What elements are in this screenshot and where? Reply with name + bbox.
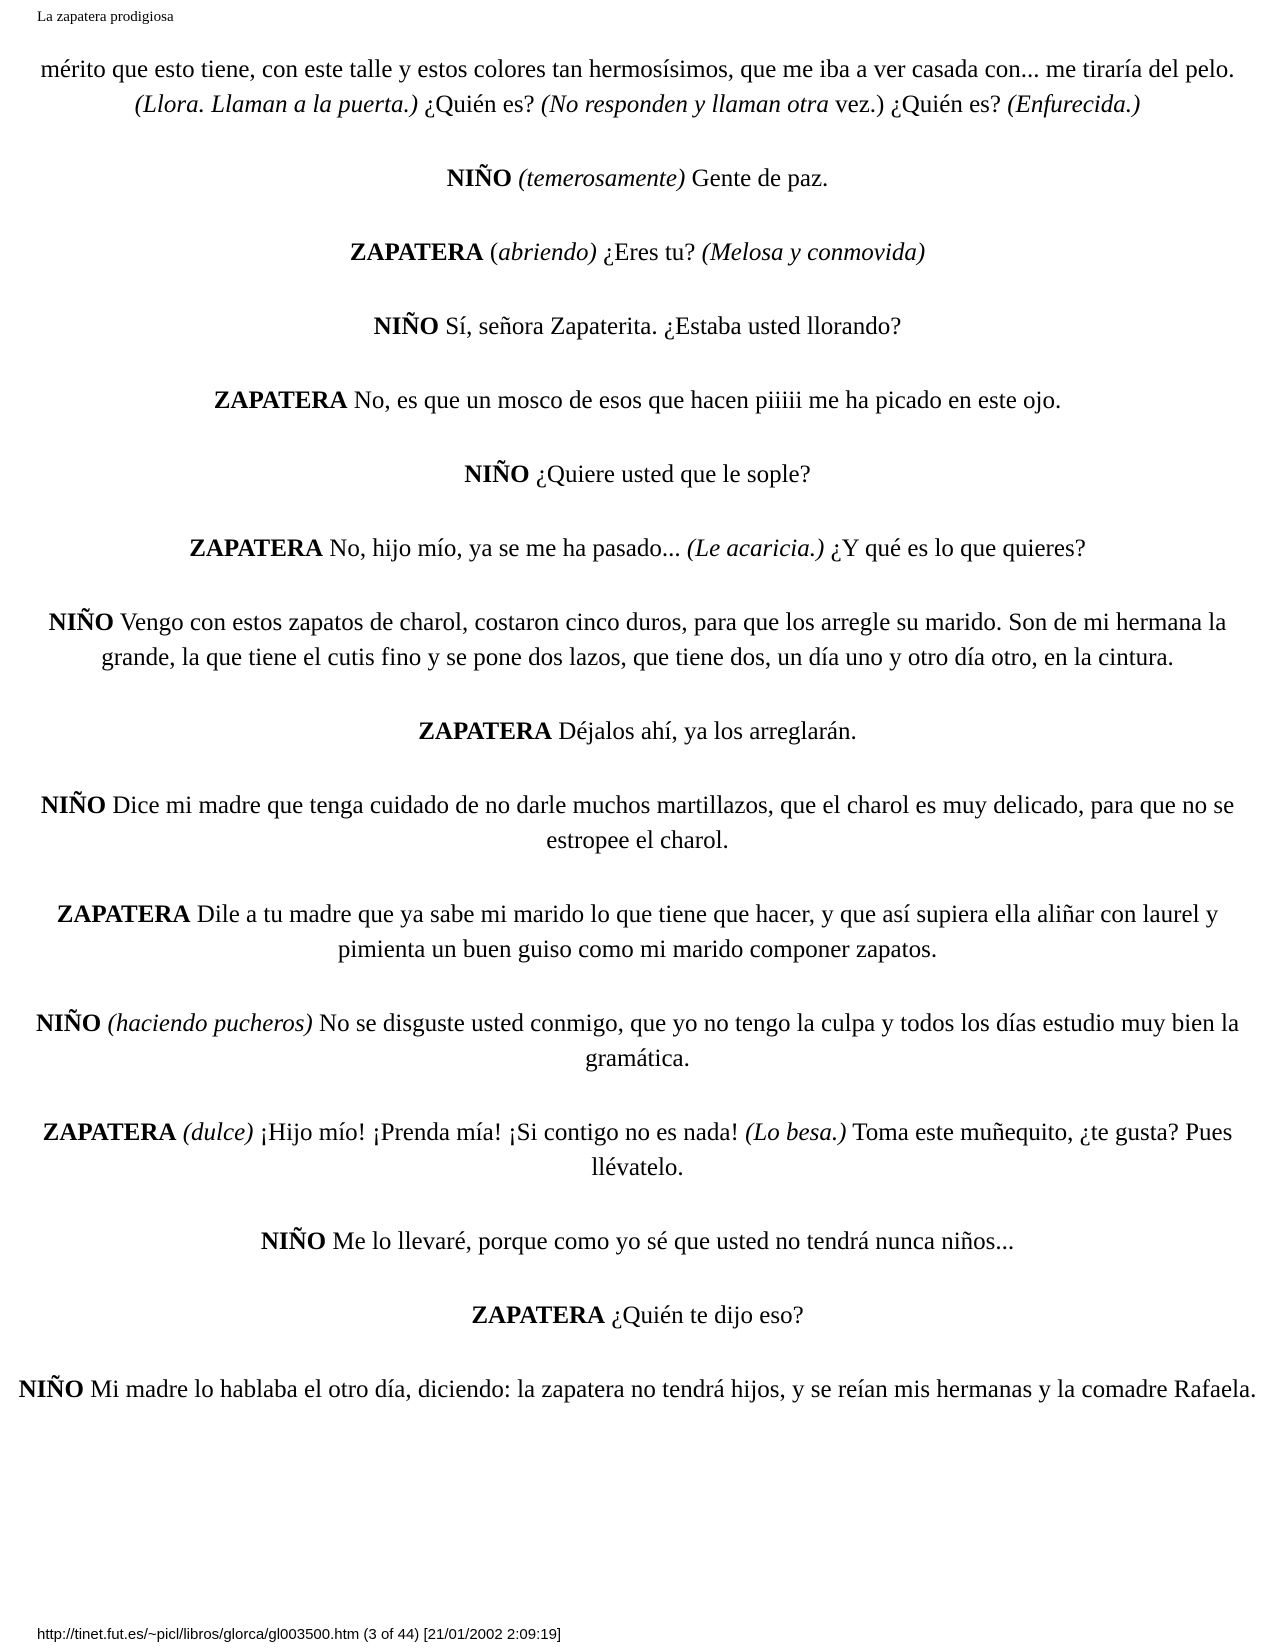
dialogue-paragraph	[18, 383, 1257, 418]
speaker-name: ZAPATERA	[56, 901, 191, 928]
dialogue-text: ¿Quiere usted que le sople?	[529, 461, 811, 488]
speaker-name: NIÑO	[260, 1228, 327, 1255]
dialogue-paragraph	[18, 531, 1257, 566]
dialogue-text: Me lo llevaré, porque como yo sé que usted no tendrá nunca niños...	[326, 1228, 1015, 1255]
dialogue-paragraph	[18, 788, 1257, 858]
stage-direction: (Melosa y conmovida)	[701, 239, 926, 266]
dialogue-paragraph	[18, 605, 1257, 675]
running-footer-url: http://tinet.fut.es/~picl/libros/glorca/gl003500.htm (3 of 44) [21/01/2002 2:09:19]	[37, 1626, 562, 1643]
stage-direction: (temerosamente)	[518, 165, 686, 192]
speaker-name: ZAPATERA	[189, 535, 324, 562]
speaker-name: NIÑO	[446, 165, 512, 192]
dialogue-text: ¿Quién te dijo eso?	[605, 1302, 804, 1329]
dialogue-paragraph	[18, 1006, 1257, 1076]
stage-direction: (Le acaricia.)	[686, 535, 825, 562]
speaker-name: NIÑO	[35, 1010, 102, 1037]
speaker-name: ZAPATERA	[42, 1119, 177, 1146]
dialogue-text: ¿Eres tu?	[596, 239, 702, 266]
stage-direction: (No responden y llaman otra	[540, 91, 829, 118]
speaker-name: NIÑO	[40, 792, 107, 819]
dialogue-text: Toma este muñequito, ¿te gusta? Pues llévatelo.	[591, 1119, 1233, 1181]
dialogue-text: No, es que un mosco de esos que hacen piiiii me ha picado en este ojo.	[347, 387, 1062, 414]
stage-direction: abriendo)	[498, 239, 597, 266]
stage-direction: (Llora. Llaman a la puerta.)	[134, 91, 419, 118]
dialogue-paragraph	[18, 1372, 1257, 1407]
dialogue-text: Vengo con estos zapatos de charol, costaron cinco duros, para que los arregle su marido. Son de mi hermana la grande, la que tiene el cutis fino y se pone dos lazos, que tiene dos, un día uno y otro día otro, en la cintura.	[101, 609, 1227, 671]
dialogue-paragraph	[18, 309, 1257, 344]
dialogue-paragraph	[18, 1298, 1257, 1333]
dialogue-text: Déjalos ahí, ya los arreglarán.	[552, 718, 857, 745]
stage-direction: (Enfurecida.)	[1007, 91, 1141, 118]
dialogue-paragraph	[18, 235, 1257, 270]
speaker-name: ZAPATERA	[471, 1302, 606, 1329]
stage-direction: (Lo besa.)	[745, 1119, 847, 1146]
dialogue-paragraph	[18, 714, 1257, 749]
dialogue-text: Dile a tu madre que ya sabe mi marido lo que tiene que hacer, y que así supiera ella aliñar con laurel y pimienta un buen guiso como mi marido componer zapatos.	[190, 901, 1219, 963]
dialogue-paragraph	[18, 897, 1257, 967]
dialogue-text: ¿Y qué es lo que quieres?	[824, 535, 1086, 562]
speaker-name: NIÑO	[464, 461, 530, 488]
dialogue-text: mérito que esto tiene, con este talle y estos colores tan hermosísimos, que me iba a ver casada con... me tiraría del pelo.	[40, 56, 1235, 83]
dialogue-text: ¿Quién es?	[418, 91, 541, 118]
running-header: La zapatera prodigiosa	[37, 9, 174, 25]
dialogue-text: No, hijo mío, ya se me ha pasado...	[323, 535, 687, 562]
dialogue-text: Gente de paz.	[685, 165, 829, 192]
dialogue-text: vez.) ¿Quién es?	[828, 91, 1008, 118]
speaker-name: ZAPATERA	[418, 718, 553, 745]
dialogue-paragraph	[18, 52, 1257, 122]
speaker-name: NIÑO	[373, 313, 439, 340]
stage-direction: (haciendo pucheros)	[107, 1010, 313, 1037]
speaker-name: NIÑO	[18, 1376, 84, 1403]
dialogue-paragraph	[18, 457, 1257, 492]
dialogue-paragraph	[18, 1115, 1257, 1185]
dialogue-text: ¡Hijo mío! ¡Prenda mía! ¡Si contigo no es nada!	[253, 1119, 746, 1146]
speaker-name: ZAPATERA	[349, 239, 484, 266]
play-text	[18, 52, 1257, 1446]
speaker-name: ZAPATERA	[213, 387, 348, 414]
dialogue-text: Dice mi madre que tenga cuidado de no darle muchos martillazos, que el charol es muy delicado, para que no se estropee el charol.	[106, 792, 1235, 854]
stage-direction: (dulce)	[182, 1119, 254, 1146]
dialogue-text: Sí, señora Zapaterita. ¿Estaba usted llorando?	[438, 313, 902, 340]
dialogue-paragraph	[18, 1224, 1257, 1259]
dialogue-text: No se disguste usted conmigo, que yo no tengo la culpa y todos los días estudio muy bien la gramática.	[312, 1010, 1240, 1072]
dialogue-paragraph	[18, 161, 1257, 196]
dialogue-text: (	[483, 239, 499, 266]
dialogue-text: Mi madre lo hablaba el otro día, diciendo: la zapatera no tendrá hijos, y se reían mis hermanas y la comadre Rafaela.	[83, 1376, 1257, 1403]
speaker-name: NIÑO	[48, 609, 114, 636]
